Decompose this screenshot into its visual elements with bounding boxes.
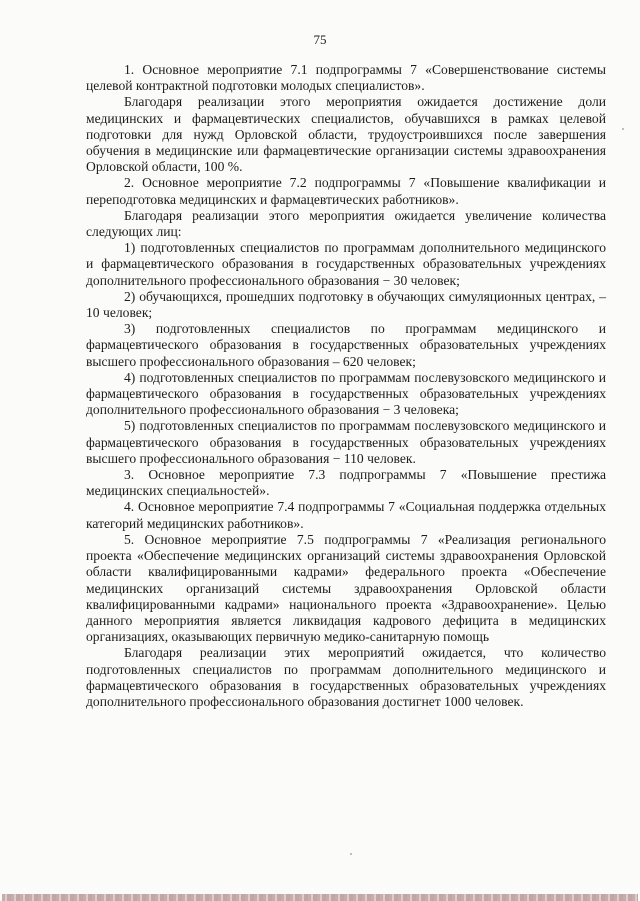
list-item: 2) обучающихся, прошедших подготовку в обучающих симуляционных центрах, – 10 человек; <box>86 288 606 321</box>
paragraph: 4. Основное мероприятие 7.4 подпрограммы 7 «Социальная поддержка отдельных категорий медицинских работников». <box>86 499 606 531</box>
paragraph: Благодаря реализации этого мероприятия ожидается увеличение количества следующих лиц: <box>86 207 606 240</box>
document-body <box>86 62 606 710</box>
paragraph: Благодаря реализации этих мероприятий ожидается, что количество подготовленных специалистов по программам дополнительного медицинского и фармацевтического образования в государственных образовательных учреждениях дополнительного профессионального образования достигнет 1000 человек. <box>86 645 606 709</box>
list-item: 1) подготовленных специалистов по программам дополнительного медицинского и фармацевтического образования в государственных образовательных учреждениях дополнительного профессионального образования − 30 человек; <box>86 240 606 288</box>
scan-speck <box>622 128 624 130</box>
paragraph: 1. Основное мероприятие 7.1 подпрограммы 7 «Совершенствование системы целевой контрактной подготовки молодых специалистов». <box>86 62 606 94</box>
list-item: 4) подготовленных специалистов по программам послевузовского медицинского и фармацевтического образования в государственных образовательных учреждениях дополнительного профессионального образования − 3 человека; <box>86 369 606 418</box>
paragraph: 3. Основное мероприятие 7.3 подпрограммы 7 «Повышение престижа медицинских специальностей». <box>86 467 606 499</box>
paragraph: Благодаря реализации этого мероприятия ожидается достижение доли медицинских и фармацевтических специалистов, обучавшихся в рамках целевой подготовки для нужд Орловской области, трудоустроившихся после завершения обучения в медицинские или фармацевтические организации системы здравоохранения Орловской области, 100 %. <box>86 94 606 175</box>
paragraph: 2. Основное мероприятие 7.2 подпрограммы 7 «Повышение квалификации и переподготовка медицинских и фармацевтических работников». <box>86 175 606 207</box>
scan-edge <box>2 894 638 901</box>
scan-speck <box>350 853 352 855</box>
page-number: 75 <box>313 32 327 47</box>
paragraph: 5. Основное мероприятие 7.5 подпрограммы 7 «Реализация регионального проекта «Обеспечение медицинских организаций системы здравоохранения Орловской области квалифицированными кадрами» федерального проекта «Обеспечение медицинских организаций системы здравоохранения Орловской области квалифицированными кадрами» национального проекта «Здравоохранение». Целью данного мероприятия является ликвидация кадрового дефицита в медицинских организациях, оказывающих первичную медико-санитарную помощь <box>86 531 606 645</box>
list-item: 3) подготовленных специалистов по программам медицинского и фармацевтического образования в государственных образовательных учреждениях высшего профессионального образования – 620 человек; <box>86 321 606 369</box>
list-item: 5) подготовленных специалистов по программам послевузовского медицинского и фармацевтического образования в государственных образовательных учреждениях высшего профессионального образования − 110 человек. <box>86 418 606 466</box>
